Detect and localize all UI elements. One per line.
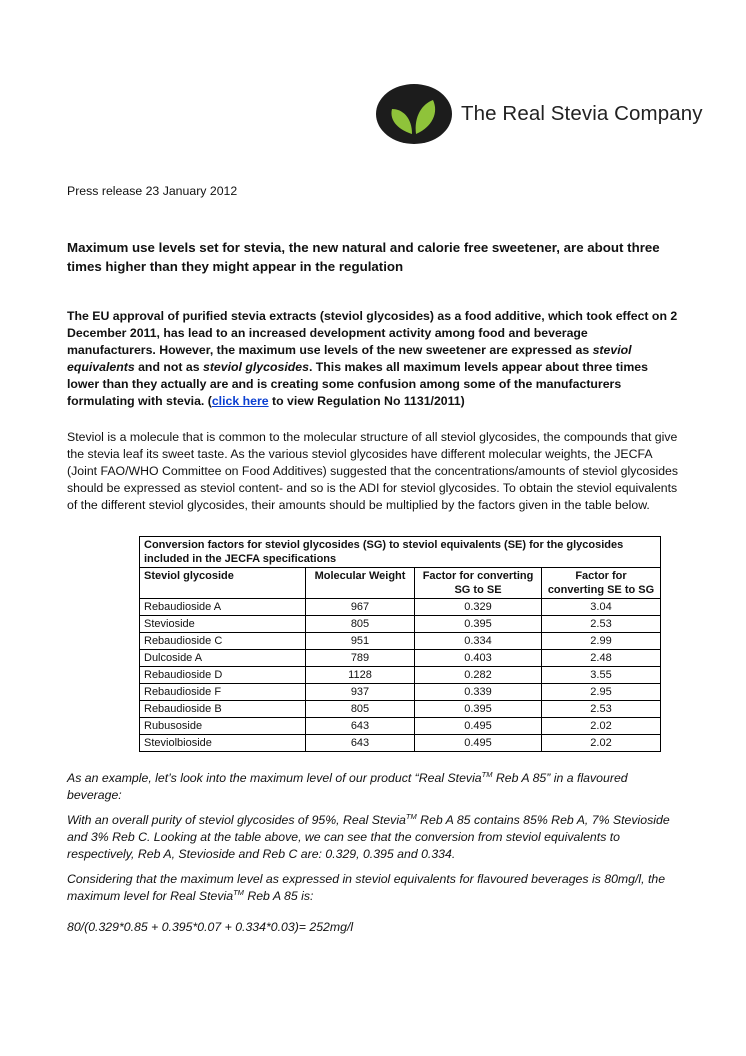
example-text: Reb A 85 is: — [243, 889, 314, 903]
factor-se-to-sg: 2.53 — [542, 701, 661, 718]
lead-paragraph — [67, 308, 679, 410]
trademark-mark: TM — [405, 812, 417, 821]
table-row — [140, 599, 661, 616]
molecular-weight: 937 — [306, 684, 415, 701]
column-header: Steviol glycoside — [140, 568, 306, 599]
company-logo — [375, 83, 703, 145]
lead-text: to view Regulation No 1131/2011) — [268, 394, 465, 408]
company-name: The Real Stevia Company — [461, 102, 703, 125]
molecular-weight: 967 — [306, 599, 415, 616]
glycoside-name: Rebaudioside F — [140, 684, 306, 701]
lead-emphasis: steviol equivalents — [67, 343, 632, 374]
factor-sg-to-se: 0.395 — [415, 701, 542, 718]
factor-sg-to-se: 0.339 — [415, 684, 542, 701]
factor-se-to-sg: 2.53 — [542, 616, 661, 633]
table-row — [140, 718, 661, 735]
table-row — [140, 735, 661, 752]
example-intro — [67, 770, 679, 804]
factor-se-to-sg: 2.02 — [542, 735, 661, 752]
example-max-level — [67, 871, 679, 905]
lead-text: . This makes all maximum levels appear about three times lower than they actually are and is creating some confusion among some of the manufacturers formulating with stevia. ( — [67, 360, 648, 408]
table-row — [140, 684, 661, 701]
molecular-weight: 805 — [306, 616, 415, 633]
table-caption: Conversion factors for steviol glycosides (SG) to steviol equivalents (SE) for the glycosides included in the JECFA specifications — [140, 537, 661, 568]
conversion-table — [139, 536, 661, 752]
factor-se-to-sg: 3.04 — [542, 599, 661, 616]
factor-se-to-sg: 2.02 — [542, 718, 661, 735]
glycoside-name: Rebaudioside B — [140, 701, 306, 718]
lead-text: The EU approval of purified stevia extracts (steviol glycosides) as a food additive, which took effect on 2 December 2011, has lead to an increased development activity among food and beverage manufacturers. However, the maximum use levels of the new sweetener are expressed as — [67, 309, 678, 357]
press-release-body — [67, 183, 679, 936]
example-text: As an example, let’s look into the maximum level of our product “Real Stevia — [67, 771, 482, 785]
molecular-weight: 805 — [306, 701, 415, 718]
molecular-weight: 951 — [306, 633, 415, 650]
column-header: Molecular Weight — [306, 568, 415, 599]
factor-se-to-sg: 3.55 — [542, 667, 661, 684]
molecular-weight: 643 — [306, 718, 415, 735]
factor-sg-to-se: 0.395 — [415, 616, 542, 633]
stevia-leaf-logo-icon — [375, 83, 453, 145]
example-text: Considering that the maximum level as expressed in steviol equivalents for flavoured beverages is 80mg/l, the maximum level for Real Stevia — [67, 872, 666, 903]
lead-emphasis: steviol glycosides — [203, 360, 309, 374]
headline: Maximum use levels set for stevia, the new natural and calorie free sweetener, are about three times higher than they might appear in the regulation — [67, 240, 660, 274]
column-header: Factor for converting SG to SE — [415, 568, 542, 599]
column-header: Factor for converting SE to SG — [542, 568, 661, 599]
example-text: Reb A 85 contains 85% Reb A, 7% Stevioside and 3% Reb C. Looking at the table above, we can see that the conversion from steviol equivalents to respectively, Reb A, Stevioside and Reb C are: 0.329, 0.395 and 0.334. — [67, 813, 670, 861]
factor-se-to-sg: 2.99 — [542, 633, 661, 650]
table-body — [140, 599, 661, 752]
factor-sg-to-se: 0.329 — [415, 599, 542, 616]
glycoside-name: Rubusoside — [140, 718, 306, 735]
glycoside-name: Steviolbioside — [140, 735, 306, 752]
glycoside-name: Rebaudioside C — [140, 633, 306, 650]
table-row — [140, 616, 661, 633]
molecular-weight: 1128 — [306, 667, 415, 684]
glycoside-name: Dulcoside A — [140, 650, 306, 667]
example-text: Reb A 85” in a flavoured beverage: — [67, 771, 628, 802]
factor-se-to-sg: 2.48 — [542, 650, 661, 667]
release-date: Press release 23 January 2012 — [67, 184, 238, 198]
factor-sg-to-se: 0.495 — [415, 735, 542, 752]
lead-text: and not as — [134, 360, 203, 374]
factor-sg-to-se: 0.334 — [415, 633, 542, 650]
calculation-formula: 80/(0.329*0.85 + 0.395*0.07 + 0.334*0.03)= 252mg/l — [67, 920, 354, 934]
regulation-link[interactable]: click here — [211, 394, 269, 408]
table-row — [140, 667, 661, 684]
trademark-mark: TM — [233, 888, 244, 897]
factor-sg-to-se: 0.282 — [415, 667, 542, 684]
glycoside-name: Rebaudioside A — [140, 599, 306, 616]
glycoside-name: Rebaudioside D — [140, 667, 306, 684]
glycoside-name: Stevioside — [140, 616, 306, 633]
table-row — [140, 701, 661, 718]
example-composition — [67, 812, 679, 863]
factor-se-to-sg: 2.95 — [542, 684, 661, 701]
table-row — [140, 650, 661, 667]
factor-sg-to-se: 0.403 — [415, 650, 542, 667]
molecular-weight: 789 — [306, 650, 415, 667]
steviol-explanation: Steviol is a molecule that is common to the molecular structure of all steviol glycosides, the compounds that give the stevia leaf its sweet taste. As the various steviol glycosides have different molecular weights, the JECFA (Joint FAO/WHO Committee on Food Additives) suggested that the concentrations/amounts of steviol glycosides should be expressed as steviol content- and so is the ADI for steviol glycosides. To obtain the steviol equivalents of the different steviol glycosides, their amounts should be multiplied by the factors given in the table below. — [67, 430, 679, 512]
table-row — [140, 633, 661, 650]
example-text: With an overall purity of steviol glycosides of 95%, Real Stevia — [67, 813, 406, 827]
molecular-weight: 643 — [306, 735, 415, 752]
factor-sg-to-se: 0.495 — [415, 718, 542, 735]
trademark-mark: TM — [481, 770, 493, 779]
